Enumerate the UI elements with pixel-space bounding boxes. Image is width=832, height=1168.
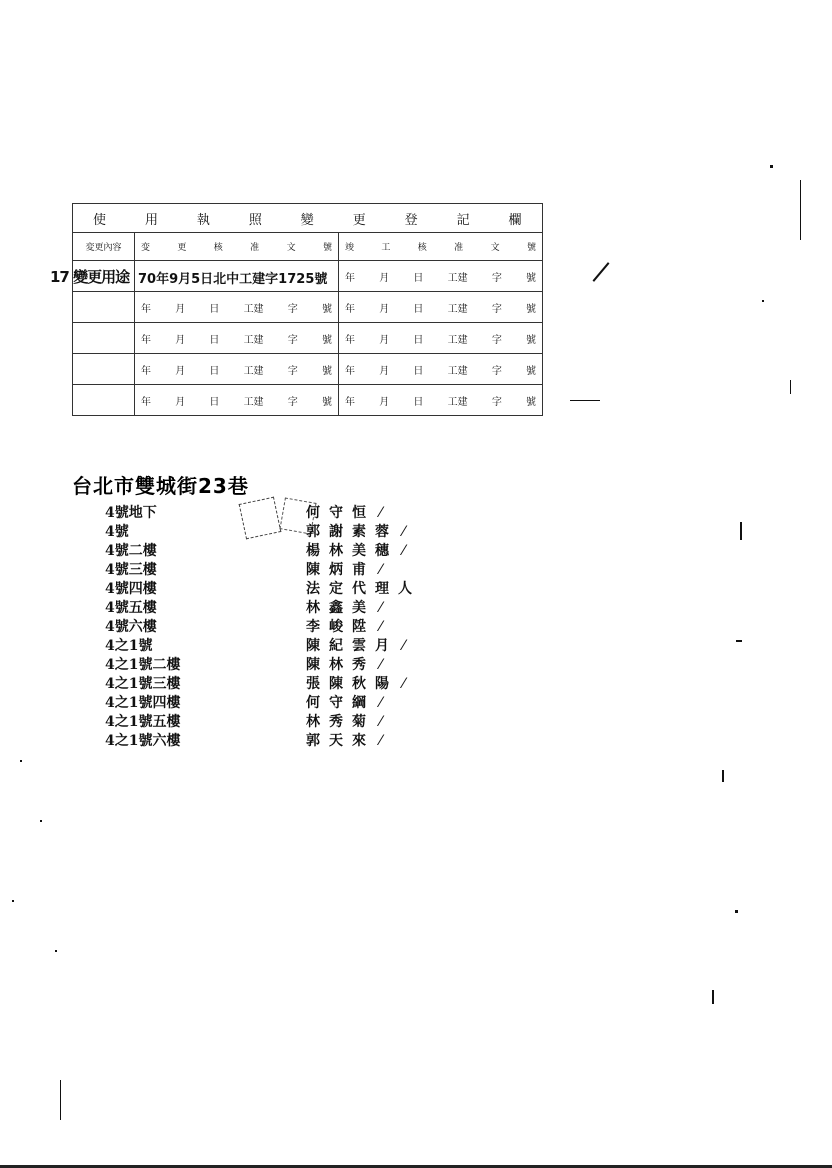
header-char: 准 [454, 243, 464, 253]
scan-speck [800, 180, 801, 240]
table-row [73, 354, 543, 385]
date-field-label: 工建 [447, 272, 468, 284]
date-field-label: 號 [526, 334, 537, 346]
header-char: 工 [381, 243, 391, 253]
handwritten-address: 台北市雙城街23巷 [72, 474, 249, 498]
date-field-label: 字 [491, 303, 502, 315]
date-field-label: 工建 [447, 303, 468, 315]
scan-speck [20, 760, 22, 762]
owner-entry [306, 561, 421, 580]
unit-entry: 4之1號五樓 [105, 714, 181, 730]
table-row [73, 292, 543, 323]
date-field-label: 月 [379, 365, 390, 377]
date-field-label: 年 [141, 334, 151, 346]
check-mark-icon: ⁄ [375, 600, 382, 616]
date-field-label: 月 [379, 303, 390, 315]
check-mark-icon: ⁄ [398, 676, 405, 692]
unit-entry: 4號二樓 [105, 543, 157, 559]
row1-approval-date: 70年9月5日北中工建字1725號 [138, 272, 328, 287]
date-field-label: 工建 [243, 365, 264, 377]
owner-entry [306, 732, 421, 751]
register-title-char: 記 [456, 212, 471, 228]
header-change-content: 変更內容 [73, 233, 135, 261]
date-field-label: 月 [175, 365, 186, 377]
owner-entry [306, 618, 421, 637]
table-row [73, 385, 543, 416]
scan-speck [736, 640, 742, 642]
check-mark-icon: ⁄ [398, 638, 405, 654]
date-field-label: 工建 [243, 303, 264, 315]
owner-entry [306, 523, 421, 542]
scan-speck [570, 400, 600, 401]
owner-list [306, 504, 421, 751]
date-field-label: 月 [175, 334, 186, 346]
date-field-label: 年 [141, 365, 151, 377]
date-field-label: 工建 [447, 365, 468, 377]
date-field-label: 字 [287, 396, 298, 408]
owner-name: 郭天來 [306, 733, 375, 749]
unit-entry: 4號五樓 [105, 600, 157, 616]
date-field-label: 月 [175, 396, 186, 408]
license-change-register-table [72, 203, 543, 416]
table-row [73, 323, 543, 354]
owner-entry [306, 713, 421, 732]
header-char: 准 [250, 243, 260, 253]
owner-entry [306, 580, 421, 599]
owner-entry [306, 675, 421, 694]
date-field-label: 日 [209, 396, 220, 408]
unit-entry: 4號四樓 [105, 581, 157, 597]
date-field-label: 日 [413, 334, 424, 346]
owner-name: 何守綱 [306, 695, 375, 711]
owner-entry [306, 694, 421, 713]
scan-speck [790, 380, 791, 394]
scan-speck [55, 950, 57, 952]
register-title-char: 登 [404, 212, 419, 228]
date-field-label: 日 [413, 272, 424, 284]
header-char: 號 [526, 243, 536, 253]
scan-speck [770, 165, 773, 168]
scan-speck [762, 300, 764, 302]
row1-change-note: 17 變更用途 [50, 268, 130, 286]
date-field-label: 工建 [243, 334, 264, 346]
date-field-label: 年 [141, 396, 151, 408]
date-field-label: 號 [321, 334, 332, 346]
owner-name: 法定代理人 [306, 581, 421, 597]
scan-speck [735, 910, 738, 913]
unit-entry: 4之1號二樓 [105, 657, 181, 673]
unit-entry: 4之1號六樓 [105, 733, 181, 749]
date-field-label: 日 [413, 303, 424, 315]
date-field-label: 月 [379, 272, 390, 284]
register-title-char: 更 [352, 212, 367, 228]
scan-speck [12, 900, 14, 902]
unit-list [105, 504, 180, 751]
scan-speck [40, 820, 42, 822]
date-field-label: 號 [526, 365, 537, 377]
owner-entry [306, 542, 421, 561]
date-field-label: 號 [321, 365, 332, 377]
check-mark-icon: ⁄ [375, 505, 382, 521]
header-char: 竣 [345, 243, 355, 253]
owner-name: 林秀菊 [306, 714, 375, 730]
date-field-label: 月 [379, 396, 390, 408]
owner-name: 林鑫美 [306, 600, 375, 616]
owner-name: 楊林美穗 [306, 543, 398, 559]
register-title-char: 欄 [508, 212, 523, 228]
date-field-label: 字 [287, 303, 298, 315]
date-field-label: 年 [345, 272, 355, 284]
check-mark-icon: ⁄ [375, 695, 382, 711]
owner-name: 陳炳甫 [306, 562, 375, 578]
register-title-char: 變 [300, 212, 315, 228]
date-field-label: 字 [491, 334, 502, 346]
unit-entry: 4之1號 [105, 638, 153, 654]
header-char: 更 [177, 243, 187, 253]
owner-entry [306, 504, 421, 523]
register-title-char: 用 [144, 212, 159, 228]
date-field-label: 日 [413, 396, 424, 408]
date-field-label: 日 [413, 365, 424, 377]
date-field-label: 日 [209, 365, 220, 377]
date-field-label: 月 [175, 303, 186, 315]
owner-name: 陳林秀 [306, 657, 375, 673]
header-char: 號 [322, 243, 332, 253]
date-field-label: 工建 [447, 396, 468, 408]
register-title-char: 照 [248, 212, 263, 228]
date-field-label: 號 [321, 396, 332, 408]
scan-speck [60, 1080, 61, 1120]
header-char: 核 [213, 243, 223, 253]
check-mark-icon: ⁄ [398, 524, 405, 540]
date-field-label: 年 [345, 365, 355, 377]
date-field-label: 字 [491, 396, 502, 408]
date-field-label: 年 [345, 334, 355, 346]
date-field-label: 字 [287, 334, 298, 346]
register-title [73, 204, 543, 233]
header-change-approval [135, 233, 339, 261]
owner-name: 何守恒 [306, 505, 375, 521]
date-field-label: 號 [526, 303, 537, 315]
owner-entry [306, 599, 421, 618]
scan-speck [593, 262, 610, 282]
date-field-label: 工建 [447, 334, 468, 346]
unit-entry: 4之1號四樓 [105, 695, 181, 711]
date-field-label: 字 [287, 365, 298, 377]
unit-entry: 4之1號三樓 [105, 676, 181, 692]
date-field-label: 日 [209, 334, 220, 346]
owner-name: 郭謝素蓉 [306, 524, 398, 540]
header-char: 核 [417, 243, 427, 253]
register-title-char: 執 [196, 212, 211, 228]
scan-speck [722, 770, 724, 782]
check-mark-icon: ⁄ [375, 733, 382, 749]
date-field-label: 日 [209, 303, 220, 315]
date-field-label: 年 [141, 303, 151, 315]
owner-name: 李峻陞 [306, 619, 375, 635]
header-completion-approval [339, 233, 543, 261]
unit-entry: 4號三樓 [105, 562, 157, 578]
header-char: 文 [490, 243, 500, 253]
scan-speck [712, 990, 714, 1004]
seal-stamp [239, 497, 282, 540]
date-field-label: 月 [379, 334, 390, 346]
date-field-label: 字 [491, 365, 502, 377]
scan-speck [740, 522, 742, 540]
check-mark-icon: ⁄ [375, 657, 382, 673]
owner-entry [306, 637, 421, 656]
unit-entry: 4號地下 [105, 505, 157, 521]
unit-entry: 4號 [105, 524, 129, 540]
date-field-label: 字 [491, 272, 502, 284]
header-char: 变 [141, 243, 151, 253]
check-mark-icon: ⁄ [375, 562, 382, 578]
date-field-label: 號 [321, 303, 332, 315]
unit-entry: 4號六樓 [105, 619, 157, 635]
date-field-label: 工建 [243, 396, 264, 408]
owner-entry [306, 656, 421, 675]
owner-name: 陳紀雲月 [306, 638, 398, 654]
check-mark-icon: ⁄ [375, 714, 382, 730]
check-mark-icon: ⁄ [375, 619, 382, 635]
register-title-char: 使 [93, 212, 107, 228]
date-field-label: 年 [345, 303, 355, 315]
header-char: 文 [286, 243, 296, 253]
owner-name: 張陳秋陽 [306, 676, 398, 692]
date-field-label: 號 [526, 396, 537, 408]
date-field-label: 年 [345, 396, 355, 408]
date-field-label: 號 [526, 272, 537, 284]
check-mark-icon: ⁄ [398, 543, 405, 559]
